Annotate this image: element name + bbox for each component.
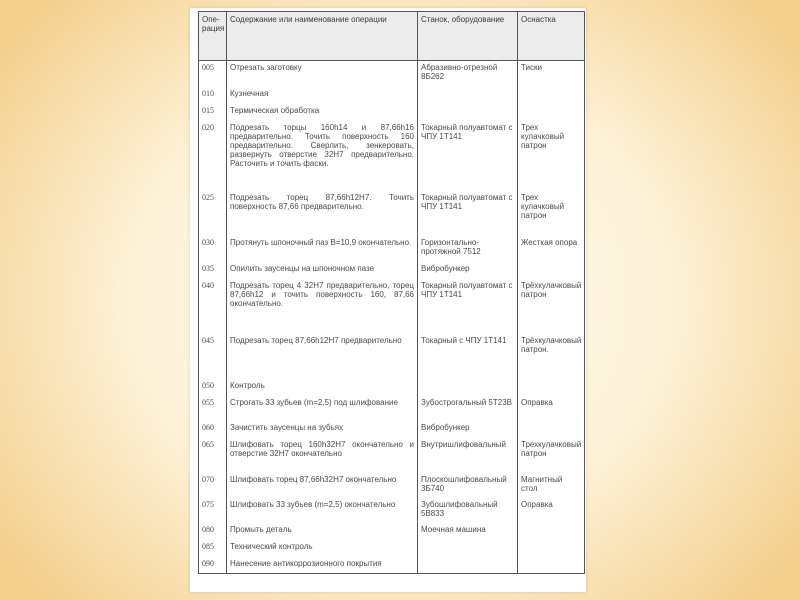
table-row — [199, 104, 585, 121]
machine-cell: Вибробункер — [418, 421, 518, 438]
machine-cell: Горизонтально-протяжной 7512 — [418, 236, 518, 262]
tooling-cell: Оправка — [518, 498, 585, 523]
tooling-cell: Трехкулачковый патрон — [518, 438, 585, 473]
table-row — [199, 87, 585, 104]
machine-cell — [418, 87, 518, 104]
tooling-cell: Тиски — [518, 61, 585, 87]
operation-content-cell: Шлифовать торец 87,66h32H7 окончательно — [227, 473, 418, 498]
operation-content-cell: Шлифовать 33 зубьев (m=2,5) окончательно — [227, 498, 418, 523]
header-op-number: Опе-рация — [199, 12, 227, 61]
operation-content-cell: Подрезать торец 4 32H7 предварительно, торец 87,66h12 и точить поверхность 160, 87,66 окончательно. — [227, 279, 418, 334]
table-row — [199, 279, 585, 334]
table-row — [199, 473, 585, 498]
operation-content-cell: Подрезать торец 87,66h12H7. Точить поверхность 87,66 предварительно. — [227, 191, 418, 236]
op-number-cell: 050 — [199, 379, 227, 396]
machine-cell: Токарный полуавтомат с ЧПУ 1Т141 — [418, 191, 518, 236]
op-number-cell: 065 — [199, 438, 227, 473]
operation-content-cell: Подрезать торец 87,66h12H7 предварительно — [227, 334, 418, 379]
op-number-cell: 040 — [199, 279, 227, 334]
header-operation-content: Содержание или наименование операции — [227, 12, 418, 61]
op-number-cell: 015 — [199, 104, 227, 121]
operation-content-cell: Промыть деталь — [227, 523, 418, 540]
table-row — [199, 334, 585, 379]
operation-content-cell: Протянуть шпоночный паз В=10,9 окончательно. — [227, 236, 418, 262]
operations-table — [198, 11, 585, 574]
table-row — [199, 262, 585, 279]
tooling-cell: Жесткая опора — [518, 236, 585, 262]
op-number-cell: 035 — [199, 262, 227, 279]
machine-cell: Абразивно-отрезной 8Б262 — [418, 61, 518, 87]
table-row — [199, 557, 585, 574]
machine-cell: Токарный с ЧПУ 1Т141 — [418, 334, 518, 379]
operations-table-body — [199, 61, 585, 574]
tooling-cell — [518, 540, 585, 557]
tooling-cell: Магнитный стол — [518, 473, 585, 498]
operation-content-cell: Шлифовать торец 160h32H7 окончательно и отверстие 32H7 окончательно — [227, 438, 418, 473]
machine-cell — [418, 557, 518, 574]
op-number-cell: 075 — [199, 498, 227, 523]
operation-content-cell: Отрезать заготовку — [227, 61, 418, 87]
op-number-cell: 055 — [199, 396, 227, 421]
op-number-cell: 080 — [199, 523, 227, 540]
table-row — [199, 421, 585, 438]
machine-cell: Зубострогальный 5Т23В — [418, 396, 518, 421]
operation-content-cell: Подрезать торцы 160h14 и 87,66h16 предварительно. Точить поверхность 160 предварительно. Сверлить, зенкеровать, развернуть отверстие 32H7 предварительно. Расточить и точить фаски. — [227, 121, 418, 191]
machine-cell — [418, 104, 518, 121]
table-row — [199, 540, 585, 557]
op-number-cell: 005 — [199, 61, 227, 87]
machine-cell: Внутришлифовальный — [418, 438, 518, 473]
document-page — [190, 8, 586, 592]
machine-cell: Плоскошлифовальный 3Б740 — [418, 473, 518, 498]
tooling-cell: Трех кулачковый патрон — [518, 121, 585, 191]
table-row — [199, 498, 585, 523]
tooling-cell — [518, 557, 585, 574]
tooling-cell — [518, 523, 585, 540]
tooling-cell — [518, 87, 585, 104]
machine-cell: Токарный полуавтомат с ЧПУ 1Т141 — [418, 279, 518, 334]
op-number-cell: 045 — [199, 334, 227, 379]
tooling-cell: Трёхкулачковый патрон. — [518, 334, 585, 379]
operation-content-cell: Технический контроль — [227, 540, 418, 557]
tooling-cell — [518, 104, 585, 121]
table-row — [199, 61, 585, 87]
machine-cell — [418, 379, 518, 396]
table-row — [199, 121, 585, 191]
tooling-cell: Трех кулачковый патрон — [518, 191, 585, 236]
operation-content-cell: Зачистить заусенцы на зубьях — [227, 421, 418, 438]
table-row — [199, 191, 585, 236]
machine-cell — [418, 540, 518, 557]
table-header-row — [199, 12, 585, 61]
table-row — [199, 523, 585, 540]
op-number-cell: 085 — [199, 540, 227, 557]
op-number-cell: 060 — [199, 421, 227, 438]
tooling-cell — [518, 262, 585, 279]
operation-content-cell: Контроль — [227, 379, 418, 396]
header-machine: Станок, оборудование — [418, 12, 518, 61]
machine-cell: Токарный полуавтомат с ЧПУ 1Т141 — [418, 121, 518, 191]
table-row — [199, 236, 585, 262]
tooling-cell — [518, 379, 585, 396]
op-number-cell: 020 — [199, 121, 227, 191]
op-number-cell: 025 — [199, 191, 227, 236]
table-row — [199, 438, 585, 473]
op-number-cell: 030 — [199, 236, 227, 262]
header-tooling: Оснастка — [518, 12, 585, 61]
operation-content-cell: Кузнечная — [227, 87, 418, 104]
table-row — [199, 396, 585, 421]
operation-content-cell: Опилить заусенцы на шпоночном пазе — [227, 262, 418, 279]
machine-cell: Вибробункер — [418, 262, 518, 279]
tooling-cell: Оправка — [518, 396, 585, 421]
tooling-cell: Трёхкулачковый патрон — [518, 279, 585, 334]
operation-content-cell: Термическая обработка — [227, 104, 418, 121]
operation-content-cell: Нанесение антикоррозионного покрытия — [227, 557, 418, 574]
machine-cell: Зубошлифовальный 5В833 — [418, 498, 518, 523]
tooling-cell — [518, 421, 585, 438]
operation-content-cell: Строгать 33 зубьев (m=2,5) под шлифование — [227, 396, 418, 421]
op-number-cell: 070 — [199, 473, 227, 498]
op-number-cell: 010 — [199, 87, 227, 104]
machine-cell: Моечная машина — [418, 523, 518, 540]
table-row — [199, 379, 585, 396]
op-number-cell: 090 — [199, 557, 227, 574]
